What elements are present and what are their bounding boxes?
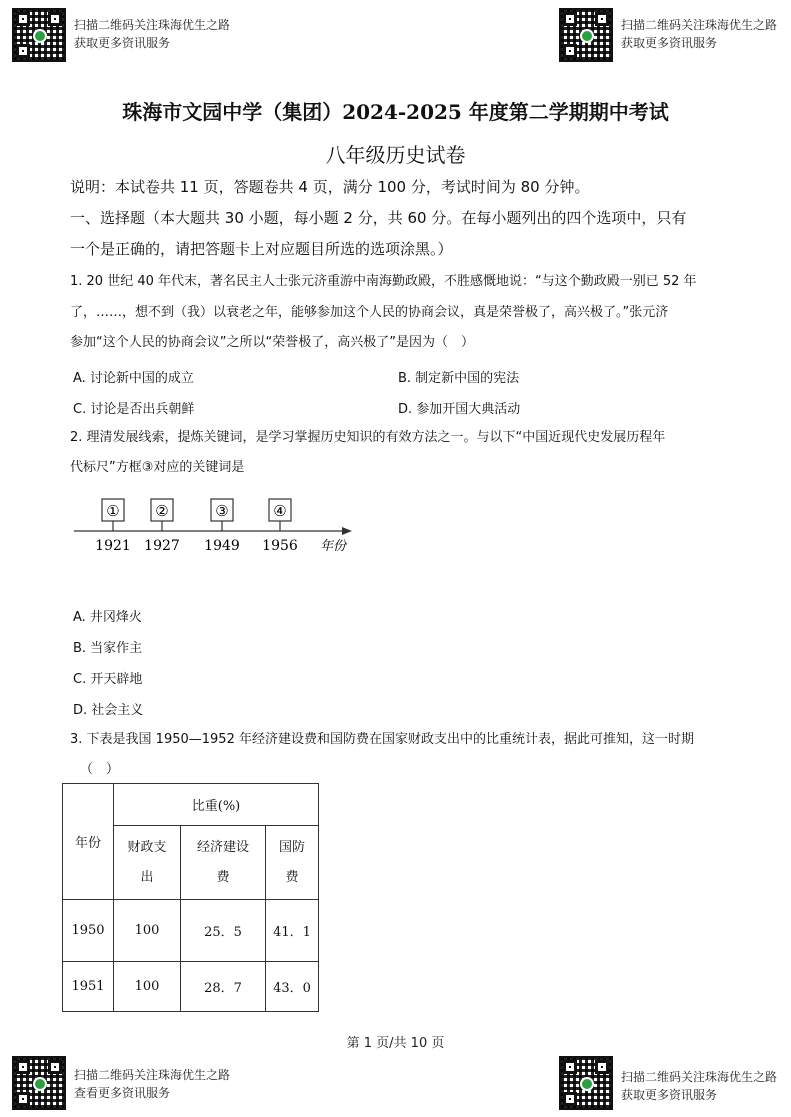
timeline-mark-2	[144, 499, 180, 554]
qr-finder	[16, 44, 30, 58]
q2-stem-line1: 2. 理清发展线索，提炼关键词，是学习掌握历史知识的有效方法之一。与以下“中国近现代史发展历程年	[70, 430, 666, 445]
q2-option-a[interactable]: A. 井冈烽火	[73, 610, 142, 625]
qr-finder	[563, 12, 577, 26]
timeline-mark-1	[95, 499, 131, 554]
section-heading-line2: 一个是正确的，请把答题卡上对应题目所选的选项涂黑。）	[70, 240, 453, 258]
footer-promo-right-line1: 扫描二维码关注珠海优生之路	[621, 1070, 778, 1084]
qr-finder	[48, 1060, 62, 1074]
table-cell-defense: 41．1	[266, 900, 319, 962]
table-header-defense-line1: 国防	[278, 839, 305, 855]
table-header-year: 年份	[63, 784, 114, 900]
qr-finder	[563, 1060, 577, 1074]
qr-logo-icon	[33, 29, 47, 43]
qr-finder	[595, 1060, 609, 1074]
table-cell-defense: 43．0	[266, 962, 319, 1012]
table-header-fiscal-line1: 财政支	[127, 839, 167, 855]
qr-logo-icon	[580, 29, 594, 43]
timeline-mark-4	[262, 499, 298, 554]
qr-finder	[48, 12, 62, 26]
table-cell-year: 1950	[63, 900, 114, 962]
qr-finder	[16, 1092, 30, 1106]
timeline-figure	[70, 493, 370, 563]
timeline-mark-label: ①	[106, 502, 120, 520]
table-header-econ-line2: 费	[216, 869, 230, 885]
q1-stem-line1: 1. 20 世纪 40 年代末，著名民主人士张元济重游中南海勤政殿，不胜感慨地说：“与这个勤政殿一别已 52 年	[70, 274, 697, 289]
header-promo-right-line1: 扫描二维码关注珠海优生之路	[621, 18, 778, 32]
q1-stem-line2: 了，……，想不到（我）以衰老之年，能够参加这个人民的协商会议，真是荣誉极了，高兴极了。”张元济	[70, 305, 669, 320]
timeline-year: 1949	[204, 538, 240, 554]
qr-finder	[16, 12, 30, 26]
header-promo-right-line2: 获取更多资讯服务	[621, 36, 718, 50]
timeline-arrow-icon	[342, 527, 352, 535]
qr-finder	[16, 1060, 30, 1074]
footer-promo-left-line1: 扫描二维码关注珠海优生之路	[74, 1068, 231, 1082]
header-promo-left	[74, 16, 230, 52]
table-header-econ-line1: 经济建设	[196, 839, 249, 855]
qr-logo-icon	[33, 1077, 47, 1091]
table-header-ratio: 比重(%)	[114, 784, 319, 826]
table-cell-fiscal: 100	[114, 962, 181, 1012]
q2-stem-line2: 代标尺”方框③对应的关键词是	[70, 460, 245, 475]
header-promo-right	[621, 16, 777, 52]
q2-option-b[interactable]: B. 当家作主	[73, 641, 143, 656]
timeline-year: 1956	[262, 538, 298, 554]
table-header-defense	[266, 826, 319, 900]
page-number: 第 1 页/共 10 页	[346, 1036, 445, 1051]
qr-code-bottom-right[interactable]	[559, 1056, 613, 1110]
qr-code-top-left[interactable]	[12, 8, 66, 62]
qr-code-top-right[interactable]	[559, 8, 613, 62]
q1-option-a[interactable]: A. 讨论新中国的成立	[73, 371, 194, 386]
timeline-mark-label: ④	[273, 502, 287, 520]
footer-promo-right	[621, 1068, 777, 1104]
table-cell-year: 1951	[63, 962, 114, 1012]
q1-option-c[interactable]: C. 讨论是否出兵朝鲜	[73, 402, 195, 417]
qr-finder	[563, 1092, 577, 1106]
footer-promo-left	[74, 1066, 230, 1102]
table-header-fiscal-line2: 出	[140, 869, 154, 885]
timeline-year: 1921	[95, 538, 131, 554]
timeline-mark-label: ③	[215, 502, 229, 520]
q2-option-c[interactable]: C. 开天辟地	[73, 672, 143, 687]
timeline-axis-label: 年份	[320, 539, 347, 554]
q2-option-d[interactable]: D. 社会主义	[73, 703, 144, 718]
timeline-mark-3	[204, 499, 240, 554]
table-header-econ	[181, 826, 266, 900]
footer-promo-left-line2: 查看更多资讯服务	[74, 1086, 171, 1100]
qr-finder	[563, 44, 577, 58]
header-promo-left-line2: 获取更多资讯服务	[74, 36, 171, 50]
table-row	[63, 962, 319, 1012]
table-cell-econ: 25．5	[181, 900, 266, 962]
table-header-defense-line2: 费	[285, 869, 299, 885]
instructions: 说明：本试卷共 11 页，答题卷共 4 页，满分 100 分，考试时间为 80 分钟。	[70, 178, 590, 196]
header-promo-left-line1: 扫描二维码关注珠海优生之路	[74, 18, 231, 32]
timeline-mark-label: ②	[155, 502, 169, 520]
q3-stem-line2: （ ）	[80, 762, 120, 777]
section-heading-line1: 一、选择题（本大题共 30 小题，每小题 2 分，共 60 分。在每小题列出的四个选项中，只有	[70, 209, 687, 227]
footer-promo-right-line2: 获取更多资讯服务	[621, 1088, 718, 1102]
table-cell-econ: 28．7	[181, 962, 266, 1012]
qr-code-bottom-left[interactable]	[12, 1056, 66, 1110]
qr-logo-icon	[580, 1077, 594, 1091]
q3-stem-line1: 3. 下表是我国 1950—1952 年经济建设费和国防费在国家财政支出中的比重统计表，据此可推知，这一时期	[70, 732, 694, 747]
table-cell-fiscal: 100	[114, 900, 181, 962]
q3-statistics-table	[62, 783, 319, 1012]
exam-subtitle: 八年级历史试卷	[325, 143, 466, 167]
q1-stem-line3: 参加“这个人民的协商会议”之所以“荣誉极了，高兴极了”是因为（ ）	[70, 335, 474, 350]
exam-title: 珠海市文园中学（集团）2024-2025 年度第二学期期中考试	[122, 100, 669, 124]
table-row	[63, 900, 319, 962]
table-header-fiscal	[114, 826, 181, 900]
q1-option-b[interactable]: B. 制定新中国的宪法	[398, 371, 520, 386]
timeline-year: 1927	[144, 538, 180, 554]
q1-option-d[interactable]: D. 参加开国大典活动	[398, 402, 521, 417]
qr-finder	[595, 12, 609, 26]
